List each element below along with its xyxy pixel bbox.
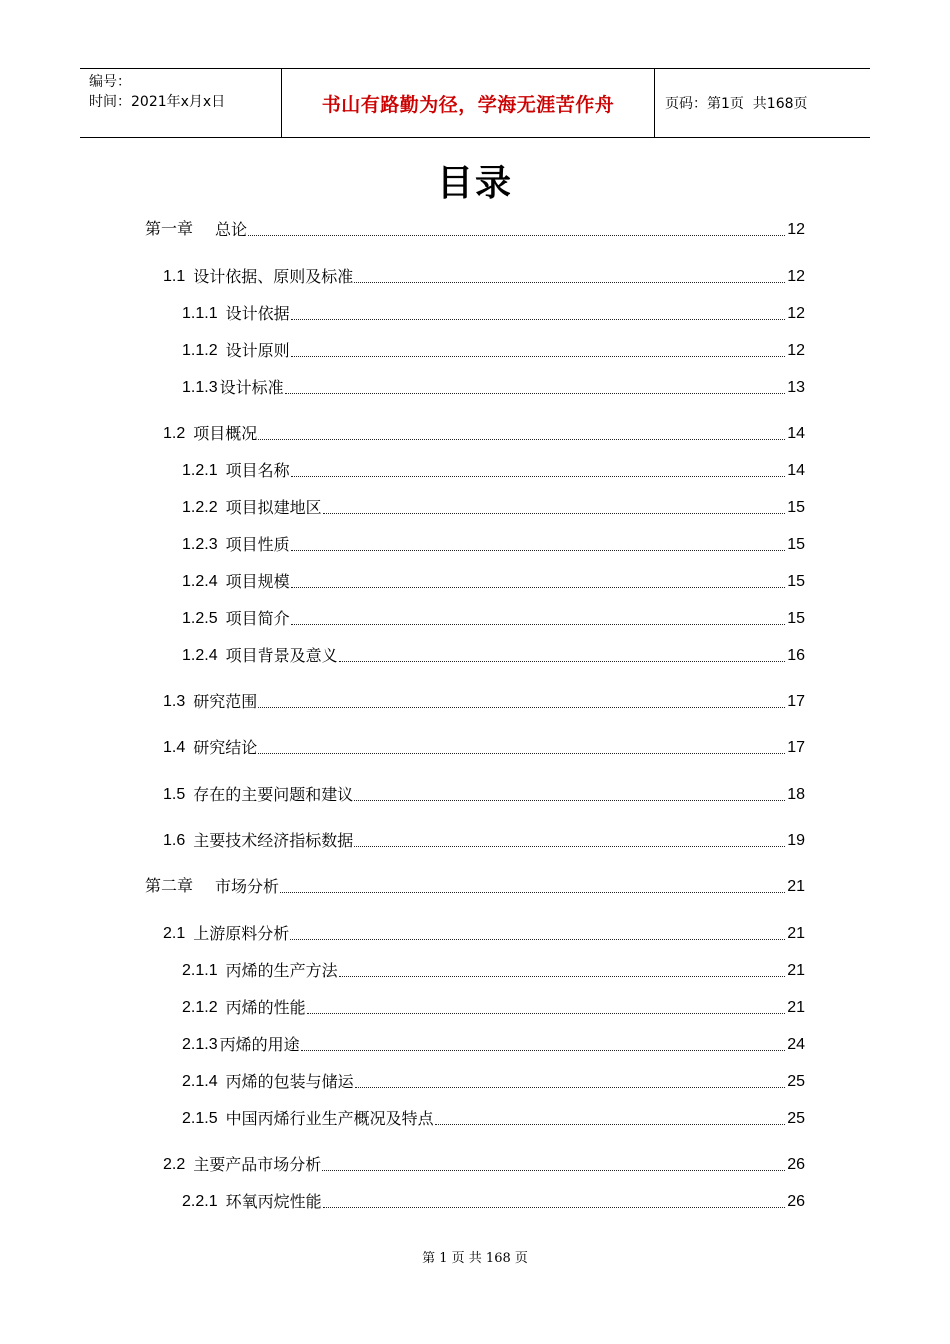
toc-entry-page: 21 xyxy=(787,878,805,895)
toc-entry-number: 1.4 xyxy=(163,739,186,756)
toc-dot-leader xyxy=(435,1124,785,1125)
header-meta-cell xyxy=(80,69,282,137)
toc-entry-page: 15 xyxy=(787,573,805,590)
toc-dot-leader xyxy=(290,939,785,940)
toc-entry[interactable] xyxy=(163,830,805,852)
toc-entry-number: 2.1.5 xyxy=(182,1110,218,1127)
toc-entry-number: 2.1.1 xyxy=(182,962,218,979)
toc-entry-page: 26 xyxy=(787,1156,805,1173)
toc-entry-label: 中国丙烯行业生产概况及特点 xyxy=(225,1109,434,1128)
toc-entry-number: 1.2.4 xyxy=(182,573,218,590)
toc-entry-number: 1.1.1 xyxy=(182,305,218,322)
toc-entry[interactable] xyxy=(182,960,805,982)
toc-entry-page: 21 xyxy=(787,962,805,979)
header-page-cell xyxy=(655,69,870,137)
toc-entry-label: 设计原则 xyxy=(225,341,290,360)
header-motto: 书山有路勤为径，学海无涯苦作舟 xyxy=(321,93,615,116)
toc-entry-page: 17 xyxy=(787,693,805,710)
toc-entry-label: 研究结论 xyxy=(193,738,258,757)
toc-dot-leader xyxy=(258,707,785,708)
toc-dot-leader xyxy=(291,476,785,477)
toc-entry-label: 环氧丙烷性能 xyxy=(225,1192,322,1211)
toc-entry-page: 14 xyxy=(787,425,805,442)
toc-entry-number: 2.1.4 xyxy=(182,1073,218,1090)
toc-entry[interactable] xyxy=(182,1071,805,1093)
toc-entry[interactable] xyxy=(182,571,805,593)
toc-dot-leader xyxy=(291,587,785,588)
toc-entry[interactable] xyxy=(163,691,805,713)
toc-dot-leader xyxy=(323,513,785,514)
toc-dot-leader xyxy=(339,976,785,977)
toc-dot-leader xyxy=(354,846,785,847)
toc-entry[interactable] xyxy=(182,497,805,519)
toc-dot-leader xyxy=(323,1207,785,1208)
toc-dot-leader xyxy=(355,1087,785,1088)
toc-entry-label: 总论 xyxy=(215,220,248,239)
toc-entry-page: 26 xyxy=(787,1193,805,1210)
toc-entry[interactable] xyxy=(163,737,805,759)
toc-entry[interactable] xyxy=(145,219,805,241)
toc-entry-label: 上游原料分析 xyxy=(193,924,290,943)
toc-entry-label: 主要技术经济指标数据 xyxy=(193,831,354,850)
toc-entry-label: 存在的主要问题和建议 xyxy=(193,785,354,804)
toc-entry-page: 12 xyxy=(787,268,805,285)
toc-entry[interactable] xyxy=(182,608,805,630)
header-page-info: 页码：第1页 共168页 xyxy=(665,96,808,112)
toc-entry-label: 项目概况 xyxy=(193,424,258,443)
toc-dot-leader xyxy=(285,393,785,394)
header-motto-cell xyxy=(282,69,655,137)
toc-entry-page: 19 xyxy=(787,832,805,849)
toc-entry-page: 12 xyxy=(787,342,805,359)
toc-dot-leader xyxy=(248,235,785,236)
toc-entry-page: 18 xyxy=(787,786,805,803)
toc-entry-number: 2.2 xyxy=(163,1156,186,1173)
toc-entry[interactable] xyxy=(182,1034,805,1056)
toc-entry-page: 21 xyxy=(787,999,805,1016)
toc-entry-page: 15 xyxy=(787,536,805,553)
toc-entry-number: 1.1.2 xyxy=(182,342,218,359)
toc-entry-label: 项目拟建地区 xyxy=(225,498,322,517)
toc-dot-leader xyxy=(280,892,785,893)
toc-entry-page: 12 xyxy=(787,221,805,238)
toc-entry-number: 2.1.2 xyxy=(182,999,218,1016)
toc-entry-number: 2.1 xyxy=(163,925,186,942)
toc-entry-page: 16 xyxy=(787,647,805,664)
toc-dot-leader xyxy=(301,1050,785,1051)
toc-entry-page: 14 xyxy=(787,462,805,479)
toc-entry-number: 1.2.4 xyxy=(182,647,218,664)
toc-entry-label: 项目简介 xyxy=(225,609,290,628)
toc-entry-label: 市场分析 xyxy=(215,877,280,896)
toc-entry-label: 项目性质 xyxy=(225,535,290,554)
toc-entry-number: 1.5 xyxy=(163,786,186,803)
toc-dot-leader xyxy=(339,661,785,662)
toc-entry-page: 15 xyxy=(787,499,805,516)
toc-entry-label: 主要产品市场分析 xyxy=(193,1155,322,1174)
toc-entry[interactable] xyxy=(182,377,805,399)
toc-entry-page: 21 xyxy=(787,925,805,942)
toc-entry-number: 1.2.1 xyxy=(182,462,218,479)
toc-entry-number: 1.2.2 xyxy=(182,499,218,516)
toc-entry-label: 项目名称 xyxy=(225,461,290,480)
toc-entry-number: 1.1.3 xyxy=(182,379,218,396)
toc-entry[interactable] xyxy=(163,784,805,806)
toc-entry[interactable] xyxy=(163,923,805,945)
toc-entry[interactable] xyxy=(182,534,805,556)
document-number-label: 编号： xyxy=(89,74,131,90)
toc-entry-label: 设计依据、原则及标准 xyxy=(193,267,354,286)
toc-entry-number: 第二章 xyxy=(145,878,194,895)
toc-entry-label: 项目规模 xyxy=(225,572,290,591)
toc-entry-number: 第一章 xyxy=(145,221,194,238)
toc-entry-page: 17 xyxy=(787,739,805,756)
toc-entry[interactable] xyxy=(182,1108,805,1130)
toc-dot-leader xyxy=(354,800,785,801)
toc-entry-label: 研究范围 xyxy=(193,692,258,711)
toc-entry[interactable] xyxy=(182,340,805,362)
toc-entry-label: 项目背景及意义 xyxy=(225,646,338,665)
toc-entry-number: 1.2.3 xyxy=(182,536,218,553)
document-time-label: 时间：2021年x月x日 xyxy=(89,94,226,110)
toc-entry[interactable] xyxy=(182,997,805,1019)
toc-dot-leader xyxy=(322,1170,785,1171)
toc-entry[interactable] xyxy=(163,1154,805,1176)
toc-dot-leader xyxy=(307,1013,785,1014)
page-title: 目录 xyxy=(436,163,513,204)
toc-entry[interactable] xyxy=(163,423,805,445)
toc-entry-page: 24 xyxy=(787,1036,805,1053)
toc-entry-page: 25 xyxy=(787,1110,805,1127)
toc-entry-number: 1.3 xyxy=(163,693,186,710)
page-footer: 第 1 页 共 168 页 xyxy=(422,1251,528,1266)
toc-entry[interactable] xyxy=(182,303,805,325)
toc-dot-leader xyxy=(291,550,785,551)
toc-dot-leader xyxy=(258,753,785,754)
toc-dot-leader xyxy=(291,319,785,320)
toc-entry-number: 1.2.5 xyxy=(182,610,218,627)
toc-entry[interactable] xyxy=(145,876,805,898)
toc-dot-leader xyxy=(291,356,785,357)
toc-entry-number: 1.2 xyxy=(163,425,186,442)
toc-entry-label: 设计标准 xyxy=(219,378,284,397)
toc-entry[interactable] xyxy=(182,645,805,667)
toc-dot-leader xyxy=(258,439,785,440)
toc-entry-label: 丙烯的生产方法 xyxy=(225,961,338,980)
toc-entry-page: 25 xyxy=(787,1073,805,1090)
toc-entry[interactable] xyxy=(182,1191,805,1213)
document-header xyxy=(80,68,870,138)
toc-entry-number: 2.2.1 xyxy=(182,1193,218,1210)
toc-entry-label: 丙烯的包装与储运 xyxy=(225,1072,354,1091)
toc-entry[interactable] xyxy=(163,266,805,288)
toc-dot-leader xyxy=(354,282,785,283)
toc-entry-page: 12 xyxy=(787,305,805,322)
toc-entry-number: 2.1.3 xyxy=(182,1036,218,1053)
toc-entry-label: 丙烯的性能 xyxy=(225,998,306,1017)
toc-entry-page: 15 xyxy=(787,610,805,627)
toc-entry-page: 13 xyxy=(787,379,805,396)
toc-entry[interactable] xyxy=(182,460,805,482)
toc-entry-number: 1.1 xyxy=(163,268,186,285)
toc-dot-leader xyxy=(291,624,785,625)
toc-entry-label: 丙烯的用途 xyxy=(219,1035,300,1054)
toc-entry-label: 设计依据 xyxy=(225,304,290,323)
toc-entry-number: 1.6 xyxy=(163,832,186,849)
